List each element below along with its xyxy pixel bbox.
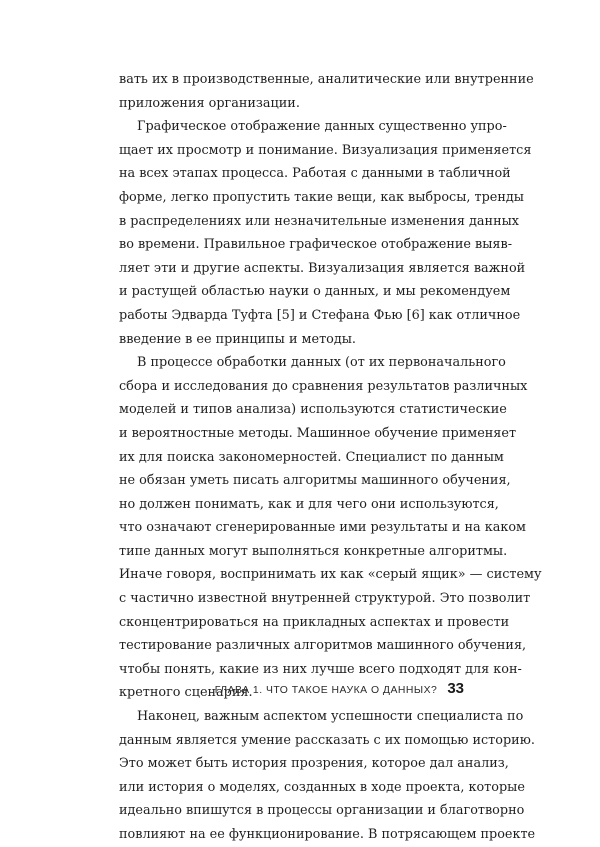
paragraph-start-line: Графическое отображение данных существенно упро- xyxy=(137,119,507,135)
text-line: что означают сгенерированные ими результаты и на каком xyxy=(119,520,527,536)
text-line: форме, легко пропустить такие вещи, как выбросы, тренды xyxy=(119,189,524,205)
page-number: 33 xyxy=(447,680,464,697)
text-line: щает их просмотр и понимание. Визуализация применяется xyxy=(119,142,532,158)
text-line: работы Эдварда Туфта [5] и Стефана Фью [6] как отличное xyxy=(119,307,521,323)
text-line: их для поиска закономерностей. Специалист по данным xyxy=(119,449,504,465)
text-line: данным является умение рассказать с их помощью историю. xyxy=(119,732,535,748)
text-line: но должен понимать, как и для чего они используются, xyxy=(119,496,499,512)
text-line: моделей и типов анализа) используются статистические xyxy=(119,402,507,418)
text-line: Это может быть история прозрения, которое дал анализ, xyxy=(119,756,509,772)
page-footer xyxy=(119,680,464,700)
body-text xyxy=(119,68,542,847)
text-line: чтобы понять, какие из них лучше всего подходят для кон- xyxy=(119,661,522,677)
text-line: на всех этапах процесса. Работая с данными в табличной xyxy=(119,166,511,182)
text-line: идеально впишутся в процессы организации и благотворно xyxy=(119,803,525,819)
text-line: в распределениях или незначительные изменения данных xyxy=(119,213,520,229)
text-line: не обязан уметь писать алгоритмы машинного обучения, xyxy=(119,473,511,489)
text-line: Иначе говоря, воспринимать их как «серый ящик» — систему xyxy=(119,567,542,583)
text-line: типе данных могут выполняться конкретные алгоритмы. xyxy=(119,543,508,559)
text-line: и вероятностные методы. Машинное обучение применяет xyxy=(119,425,517,441)
text-line: и растущей областью науки о данных, и мы рекомендуем xyxy=(119,284,511,300)
text-line: сбора и исследования до сравнения результатов различных xyxy=(119,378,528,394)
text-line: или история о моделях, созданных в ходе проекта, которые xyxy=(119,779,525,795)
running-head: ГЛАВА 1. ЧТО ТАКОЕ НАУКА О ДАННЫХ? xyxy=(214,685,438,696)
text-line: вать их в производственные, аналитические или внутренние xyxy=(119,72,534,87)
text-line: тестирование различных алгоритмов машинного обучения, xyxy=(119,638,527,654)
text-line: приложения организации. xyxy=(119,95,300,111)
text-line: сконцентрироваться на прикладных аспектах и провести xyxy=(119,614,510,630)
text-line: введение в ее принципы и методы. xyxy=(119,331,356,347)
text-line: во времени. Правильное графическое отображение выяв- xyxy=(119,237,513,253)
text-line: повлияют на ее функционирование. В потрясающем проекте xyxy=(119,827,536,842)
text-line: ляет эти и другие аспекты. Визуализация является важной xyxy=(119,260,526,276)
paragraph-start-line: Наконец, важным аспектом успешности специалиста по xyxy=(137,709,524,725)
paragraph-start-line: В процессе обработки данных (от их первоначального xyxy=(137,355,506,371)
text-line: кретного сценария. xyxy=(119,685,253,701)
text-line: с частично известной внутренней структурой. Это позволит xyxy=(119,591,531,607)
